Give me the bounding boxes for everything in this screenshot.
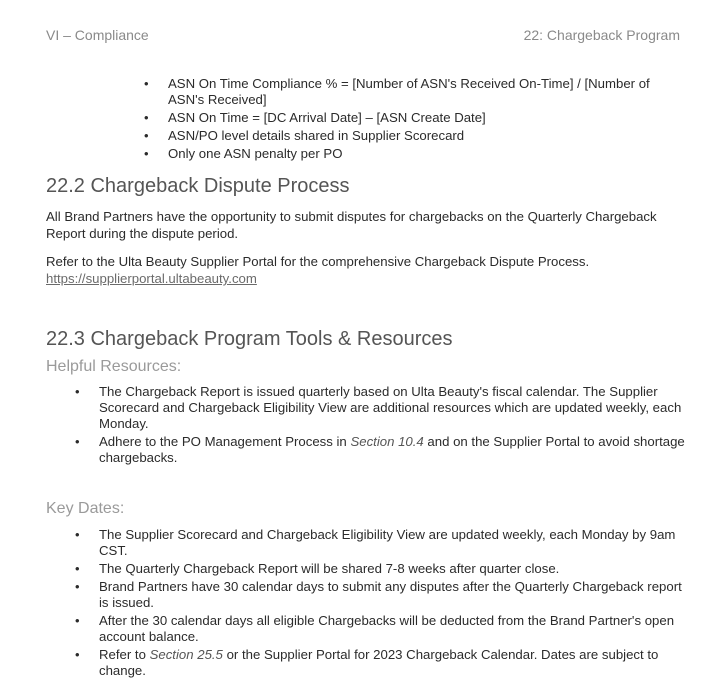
dispute-refer-paragraph	[46, 253, 686, 287]
helpful-resources-heading: Helpful Resources:	[46, 358, 182, 375]
section-title-dispute: 22.2 Chargeback Dispute Process	[46, 175, 350, 197]
header-chapter-label: 22: Chargeback Program	[523, 27, 680, 43]
key-dates-list	[99, 527, 689, 681]
list-item: • ASN On Time = [DC Arrival Date] – [ASN Create Date]	[168, 110, 688, 126]
section-title-tools: 22.3 Chargeback Program Tools & Resources	[46, 328, 453, 350]
section-reference: Section 10.4	[350, 434, 424, 449]
helpful-resources-list	[99, 384, 689, 468]
list-item: • ASN/PO level details shared in Supplier Scorecard	[168, 128, 688, 144]
asn-bullet-list	[168, 76, 688, 164]
list-item: • Brand Partners have 30 calendar days to submit any disputes after the Quarterly Chargeback report is issued.	[99, 579, 689, 611]
bullet-text: and on the Supplier Portal to avoid shortage chargebacks.	[99, 434, 685, 465]
bullet-text: Refer to	[99, 647, 150, 662]
bullet-text: Adhere to the PO Management Process in	[99, 434, 351, 449]
key-dates-heading: Key Dates:	[46, 500, 125, 517]
refer-text: Refer to the Ulta Beauty Supplier Portal for the comprehensive Chargeback Dispute Process.	[46, 254, 590, 269]
list-item: • The Chargeback Report is issued quarterly based on Ulta Beauty's fiscal calendar. The Supplier Scorecard and Chargeback Eligibility View are additional resources which are updated weekly, each Monday.	[99, 384, 689, 432]
list-item: • The Supplier Scorecard and Chargeback Eligibility View are updated weekly, each Monday by 9am CST.	[99, 527, 689, 559]
list-item	[99, 647, 689, 679]
list-item: • The Quarterly Chargeback Report will be shared 7-8 weeks after quarter close.	[99, 561, 689, 577]
list-item: • Only one ASN penalty per PO	[168, 146, 688, 162]
supplier-portal-link[interactable]: https://supplierportal.ultabeauty.com	[46, 271, 257, 286]
list-item: • After the 30 calendar days all eligible Chargebacks will be deducted from the Brand Partner's open account balance.	[99, 613, 689, 645]
section-reference: Section 25.5	[149, 647, 223, 662]
list-item: • ASN On Time Compliance % = [Number of ASN's Received On-Time] / [Number of ASN's Received]	[168, 76, 688, 108]
list-item	[99, 434, 689, 466]
bullet-text: or the Supplier Portal for 2023 Chargeback Calendar. Dates are subject to change.	[99, 647, 659, 678]
header-section-label: VI – Compliance	[46, 27, 149, 43]
dispute-paragraph: All Brand Partners have the opportunity to submit disputes for chargebacks on the Quarterly Chargeback Report during the dispute period.	[46, 209, 657, 241]
